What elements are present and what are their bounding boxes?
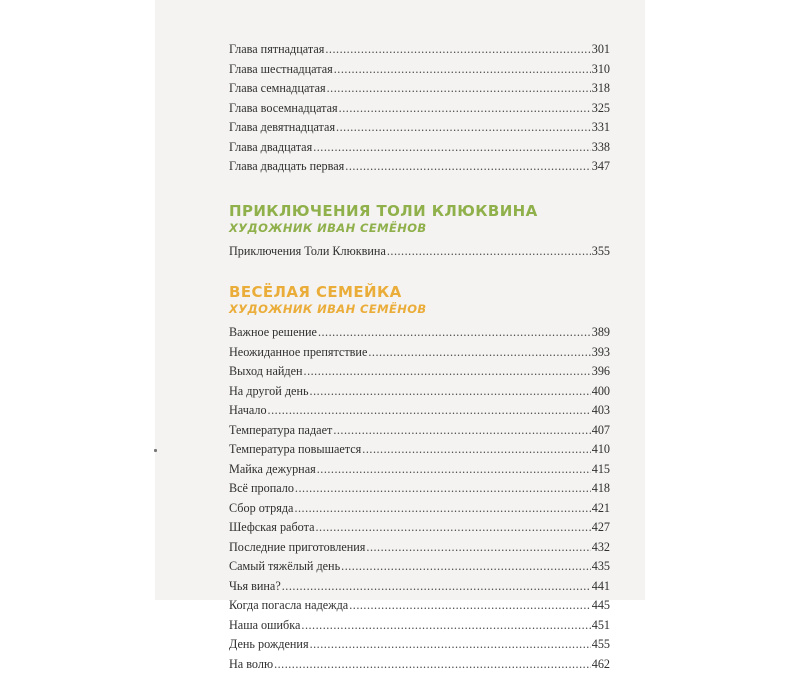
toc-entry (229, 596, 610, 616)
toc-entry-title: Неожиданное препятствие (229, 343, 367, 363)
toc-entry-page: 347 (592, 157, 610, 177)
dot-leader (339, 99, 591, 119)
toc-entry-page: 318 (592, 79, 610, 99)
toc-entry-page: 418 (592, 479, 610, 499)
toc-entry-title: День рождения (229, 635, 309, 655)
toc-entry-page: 310 (592, 60, 610, 80)
toc-entry (229, 635, 610, 655)
toc-entry-title: Сбор отряда (229, 499, 293, 519)
dot-leader (304, 362, 591, 382)
toc-entry (229, 460, 610, 480)
toc-entry-title: Начало (229, 401, 267, 421)
toc-entry (229, 323, 610, 343)
dot-leader (310, 382, 591, 402)
toc-entry-title: Глава семнадцатая (229, 79, 326, 99)
dot-leader (294, 499, 590, 519)
toc-entry-title: Глава шестнадцатая (229, 60, 333, 80)
toc-entry (229, 518, 610, 538)
toc-entry-page: 455 (592, 635, 610, 655)
toc-entry (229, 99, 610, 119)
section-illustrator-family: ХУДОЖНИК ИВАН СЕМЁНОВ (229, 301, 610, 317)
dot-leader (368, 343, 590, 363)
toc-entry (229, 655, 610, 674)
toc-entry (229, 118, 610, 138)
toc-entry-page: 421 (592, 499, 610, 519)
toc-entry-title: Майка дежурная (229, 460, 316, 480)
section-title-family: ВЕСЁЛАЯ СЕМЕЙКА (229, 283, 610, 301)
toc-entry (229, 362, 610, 382)
dot-leader (349, 596, 591, 616)
dot-leader (362, 440, 590, 460)
toc-entry-title: Самый тяжёлый день (229, 557, 340, 577)
dot-leader (333, 421, 590, 441)
toc-entry-title: Последние приготовления (229, 538, 365, 558)
toc-entry (229, 242, 610, 262)
section-entries-family (229, 323, 610, 674)
toc-entry-page: 441 (592, 577, 610, 597)
dot-leader (268, 401, 591, 421)
toc-entry-page: 396 (592, 362, 610, 382)
toc-entry (229, 538, 610, 558)
toc-entry-page: 451 (592, 616, 610, 636)
toc-entry-title: Наша ошибка (229, 616, 300, 636)
toc-entry-page: 410 (592, 440, 610, 460)
toc-entry-title: Глава двадцатая (229, 138, 312, 158)
toc-entry-title: Шефская работа (229, 518, 314, 538)
toc-entry (229, 499, 610, 519)
toc-entry-title: Глава девятнадцатая (229, 118, 335, 138)
toc-entry-page: 355 (592, 242, 610, 262)
toc-entry (229, 479, 610, 499)
toc-entry-title: Выход найден (229, 362, 303, 382)
toc-entry (229, 79, 610, 99)
toc-entry-title: Температура падает (229, 421, 332, 441)
toc-entry (229, 40, 610, 60)
page-mark (154, 449, 157, 452)
dot-leader (274, 655, 591, 674)
dot-leader (313, 138, 591, 158)
toc-entry (229, 157, 610, 177)
toc-entry-page: 427 (592, 518, 610, 538)
toc-entry-page: 462 (592, 655, 610, 674)
toc-entry (229, 440, 610, 460)
dot-leader (345, 157, 590, 177)
section-illustrator-tolya: ХУДОЖНИК ИВАН СЕМЁНОВ (229, 220, 610, 236)
dot-leader (341, 557, 591, 577)
toc-entry-page: 393 (592, 343, 610, 363)
toc-entry-page: 331 (592, 118, 610, 138)
dot-leader (318, 323, 591, 343)
section-entries-tolya (229, 242, 610, 262)
chapter-list (229, 40, 610, 177)
toc-entry-title: Приключения Толи Клюквина (229, 242, 386, 262)
dot-leader (325, 40, 590, 60)
toc-entry (229, 401, 610, 421)
toc-entry-title: Температура повышается (229, 440, 361, 460)
toc-entry-page: 407 (592, 421, 610, 441)
dot-leader (301, 616, 590, 636)
toc-entry-page: 432 (592, 538, 610, 558)
dot-leader (334, 60, 591, 80)
section-title-tolya: ПРИКЛЮЧЕНИЯ ТОЛИ КЛЮКВИНА (229, 202, 610, 220)
toc-entry-title: Глава двадцать первая (229, 157, 344, 177)
toc-entry (229, 343, 610, 363)
toc-entry-page: 325 (592, 99, 610, 119)
dot-leader (366, 538, 590, 558)
toc-entry-title: Глава восемнадцатая (229, 99, 338, 119)
toc-entry-page: 403 (592, 401, 610, 421)
toc-entry-page: 301 (592, 40, 610, 60)
toc-entry-title: На другой день (229, 382, 309, 402)
toc-entry-title: На волю (229, 655, 273, 674)
dot-leader (327, 79, 591, 99)
dot-leader (387, 242, 591, 262)
dot-leader (310, 635, 591, 655)
toc-entry (229, 138, 610, 158)
toc-entry-title: Глава пятнадцатая (229, 40, 324, 60)
toc-entry (229, 616, 610, 636)
toc-entry-page: 435 (592, 557, 610, 577)
toc-entry (229, 60, 610, 80)
toc-entry-page: 415 (592, 460, 610, 480)
dot-leader (315, 518, 590, 538)
toc-entry (229, 577, 610, 597)
table-of-contents (229, 40, 610, 674)
toc-entry (229, 421, 610, 441)
toc-entry-title: Важное решение (229, 323, 317, 343)
dot-leader (336, 118, 591, 138)
toc-entry-title: Всё пропало (229, 479, 294, 499)
toc-entry-page: 445 (592, 596, 610, 616)
toc-entry-page: 338 (592, 138, 610, 158)
toc-entry-title: Чья вина? (229, 577, 281, 597)
toc-entry-page: 389 (592, 323, 610, 343)
dot-leader (295, 479, 591, 499)
toc-entry-title: Когда погасла надежда (229, 596, 348, 616)
toc-entry (229, 557, 610, 577)
dot-leader (282, 577, 591, 597)
toc-entry-page: 400 (592, 382, 610, 402)
dot-leader (317, 460, 591, 480)
toc-entry (229, 382, 610, 402)
